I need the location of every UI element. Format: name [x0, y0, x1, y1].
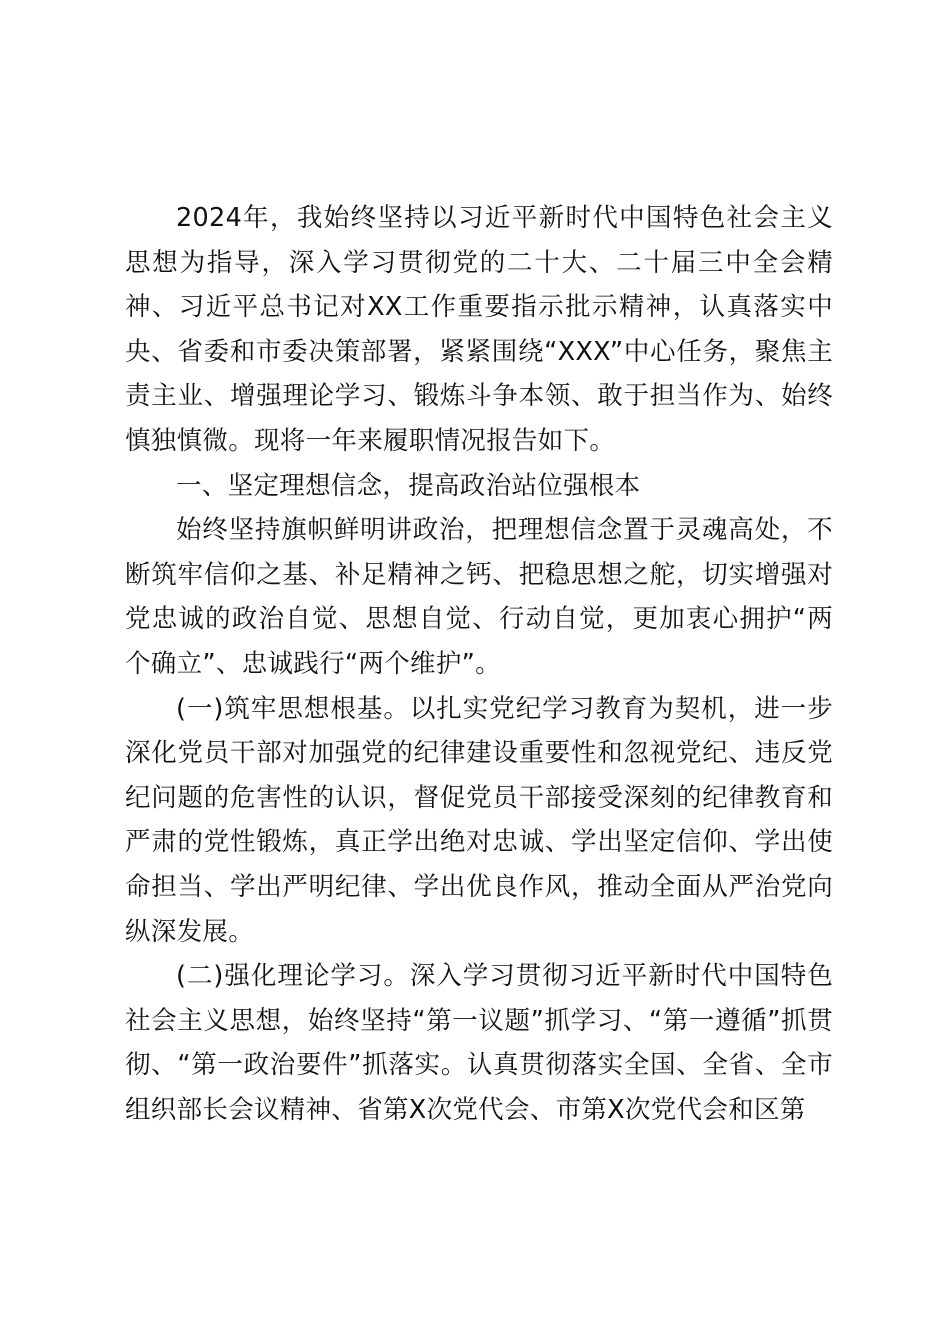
section-heading: 一、坚定理想信念，提高政治站位强根本 — [176, 470, 641, 501]
subsection-paragraph: (一)筑牢思想根基。以扎实党纪学习教育为契机，进一步深化党员干部对加强党的纪律建设重要性和忽视党纪、违反党纪问题的危害性的认识，督促党员干部接受深刻的纪律教育和严肃的党性锻炼，真正学出绝对忠诚、学出坚定信仰、学出使命担当、学出严明纪律、学出优良作风，推动全面从严治党向纵深发展。 — [125, 693, 833, 947]
intro-paragraph: 2024年，我始终坚持以习近平新时代中国特色社会主义思想为指导，深入学习贯彻党的二十大、二十届三中全会精神、习近平总书记对XX工作重要指示批示精神，认真落实中央、省委和市委决策部署，紧紧围绕“XXX”中心任务，聚焦主责主业、增强理论学习、锻炼斗争本领、敢于担当作为、始终慎独慎微。现将一年来履职情况报告如下。 — [125, 203, 833, 456]
section-body-paragraph: 始终坚持旗帜鲜明讲政治，把理想信念置于灵魂高处，不断筑牢信仰之基、补足精神之钙、把稳思想之舵，切实增强对党忠诚的政治自觉、思想自觉、行动自觉，更加衷心拥护“两个确立”、忠诚践行“两个维护”。 — [125, 515, 833, 679]
document-page — [125, 196, 833, 1132]
subsection-paragraph: (二)强化理论学习。深入学习贯彻习近平新时代中国特色社会主义思想，始终坚持“第一议题”抓学习、“第一遵循”抓贯彻、“第一政治要件”抓落实。认真贯彻落实全国、全省、全市组织部长会议精神、省第X次党代会、市第X次党代会和区第 — [125, 961, 833, 1125]
